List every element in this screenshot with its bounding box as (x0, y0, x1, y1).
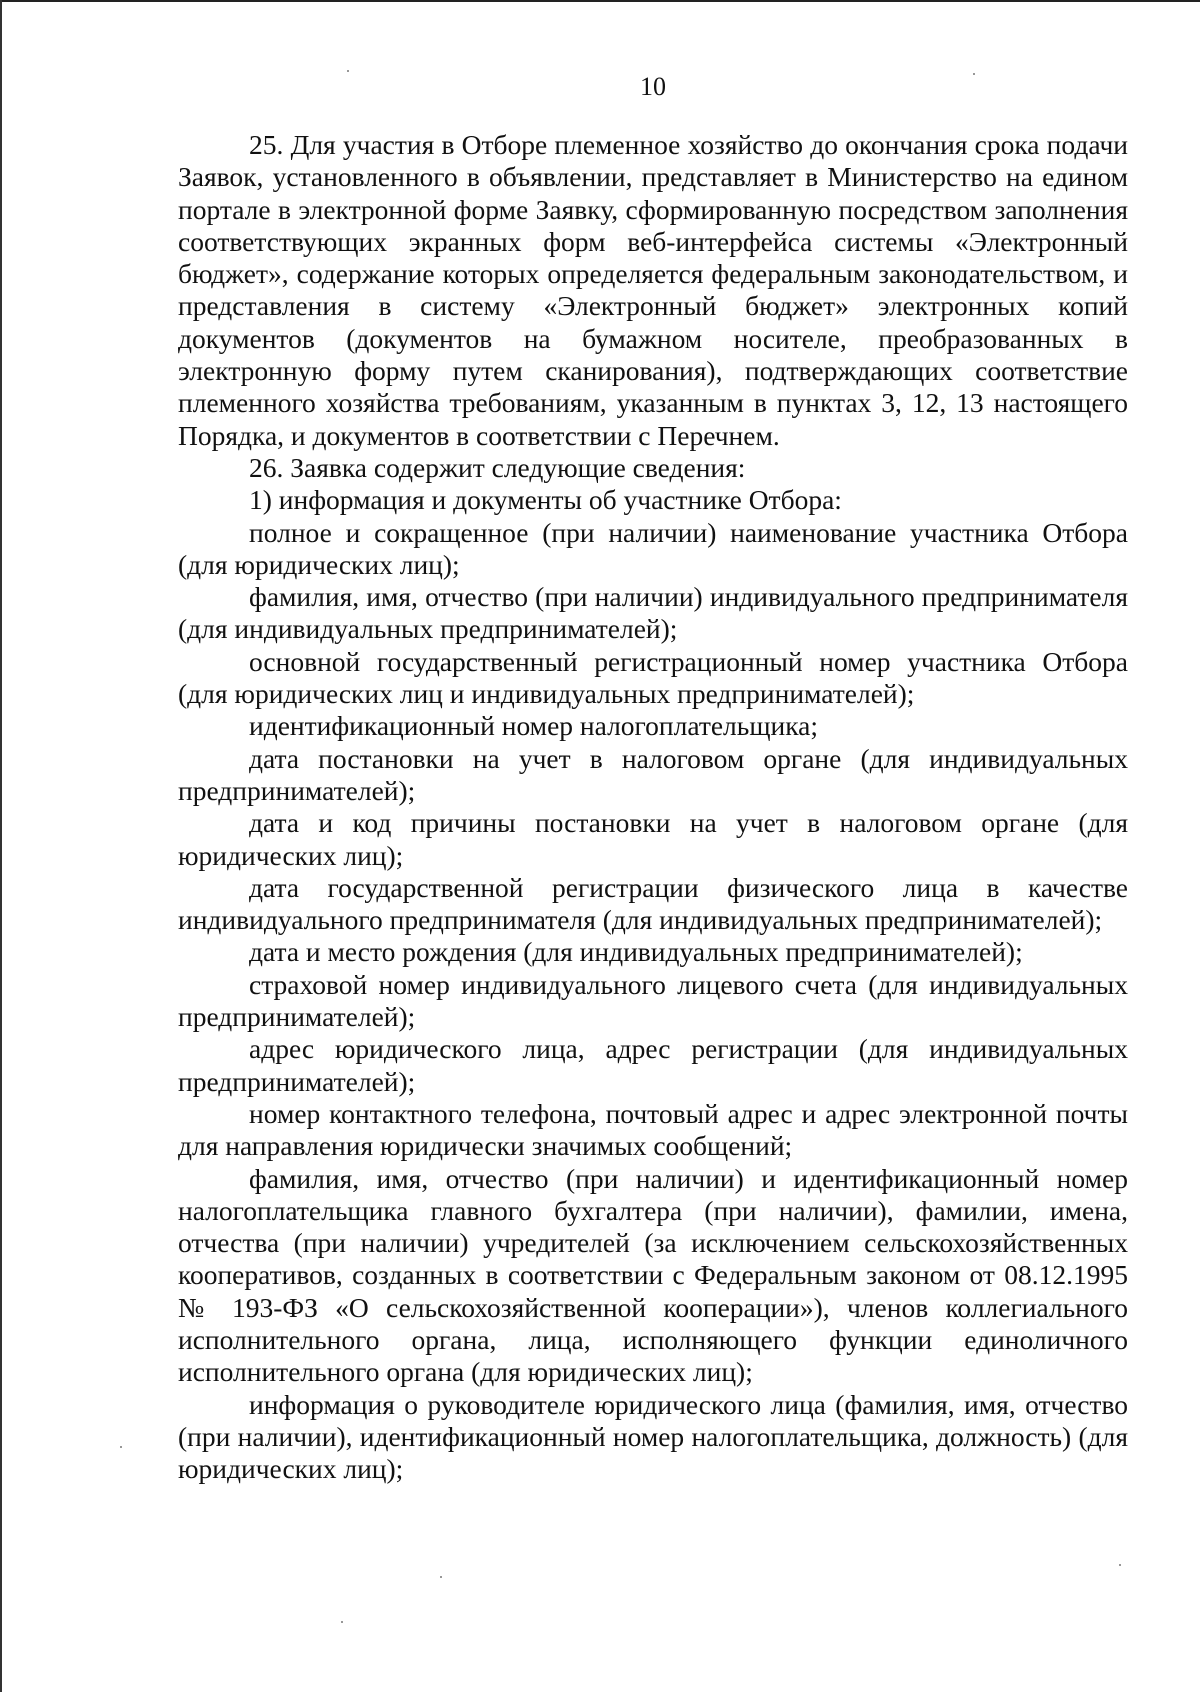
page-number: 10 (640, 72, 666, 101)
list-item: фамилия, имя, отчество (при наличии) индивидуального предпринимателя (для индивидуальных предпринимателей); (178, 581, 1128, 645)
scan-speck (347, 70, 349, 72)
scan-speck (973, 73, 975, 75)
list-item: дата и код причины постановки на учет в налоговом органе (для юридических лиц); (178, 807, 1128, 871)
scan-edge-left (0, 0, 2, 1692)
list-item: дата постановки на учет в налоговом органе (для индивидуальных предпринимателей); (178, 742, 1128, 806)
list-item: страховой номер индивидуального лицевого счета (для индивидуальных предпринимателей); (178, 968, 1128, 1033)
list-item: адрес юридического лица, адрес регистрации (для индивидуальных предпринимателей); (178, 1033, 1128, 1097)
list-item: дата государственной регистрации физического лица в качестве индивидуального предпринимателя (для индивидуальных предпринимателей); (178, 871, 1128, 936)
list-item: дата и место рождения (для индивидуальных предпринимателей); (249, 936, 1023, 968)
scan-edge-top (0, 0, 1200, 2)
list-item: идентификационный номер налогоплательщика; (249, 710, 819, 742)
document-body (178, 129, 1128, 1485)
list-item: информация о руководителе юридического лица (фамилия, имя, отчество (при наличии), идентификационный номер налогоплательщика, должность) (для юридических лиц); (178, 1388, 1128, 1485)
list-item: фамилия, имя, отчество (при наличии) и идентификационный номер налогоплательщика главного бухгалтера (при наличии), фамилии, имена, отчества (при наличии) учредителей (за исключением сельскохозяйственных кооперативов, созданных в соответствии с Федеральным законом от 08.12.1995 № 193-ФЗ «О сельскохозяйственной кооперации»), членов коллегиального исполнительного органа, лица, исполняющего функции единоличного исполнительного органа (для юридических лиц); (178, 1162, 1128, 1388)
list-item-1-heading: 1) информация и документы об участнике Отбора: (249, 484, 842, 516)
scan-speck (341, 1621, 343, 1623)
list-item: номер контактного телефона, почтовый адрес и адрес электронной почты для направления юридически значимых сообщений; (178, 1097, 1128, 1162)
list-item: основной государственный регистрационный номер участника Отбора (для юридических лиц и индивидуальных предпринимателей); (178, 645, 1128, 710)
paragraph-26: 26. Заявка содержит следующие сведения: (249, 451, 746, 483)
list-item: полное и сокращенное (при наличии) наименование участника Отбора (для юридических лиц); (178, 516, 1128, 580)
scan-speck (1119, 1564, 1121, 1566)
paragraph-25: 25. Для участия в Отборе племенное хозяйство до окончания срока подачи Заявок, установленного в объявлении, представляет в Министерство на едином портале в электронной форме Заявку, сформированную посредством заполнения соответствующих экранных форм веб-интерфейса системы «Электронный бюджет», содержание которых определяется федеральным законодательством, и представления в систему «Электронный бюджет» электронных копий документов (документов на бумажном носителе, преобразованных в электронную форму путем сканирования), подтверждающих соответствие племенного хозяйства требованиям, указанным в пунктах 3, 12, 13 настоящего Порядка, и документов в соответствии с Перечнем. (178, 129, 1128, 451)
scan-speck (120, 1446, 122, 1448)
scan-speck (440, 1576, 442, 1578)
